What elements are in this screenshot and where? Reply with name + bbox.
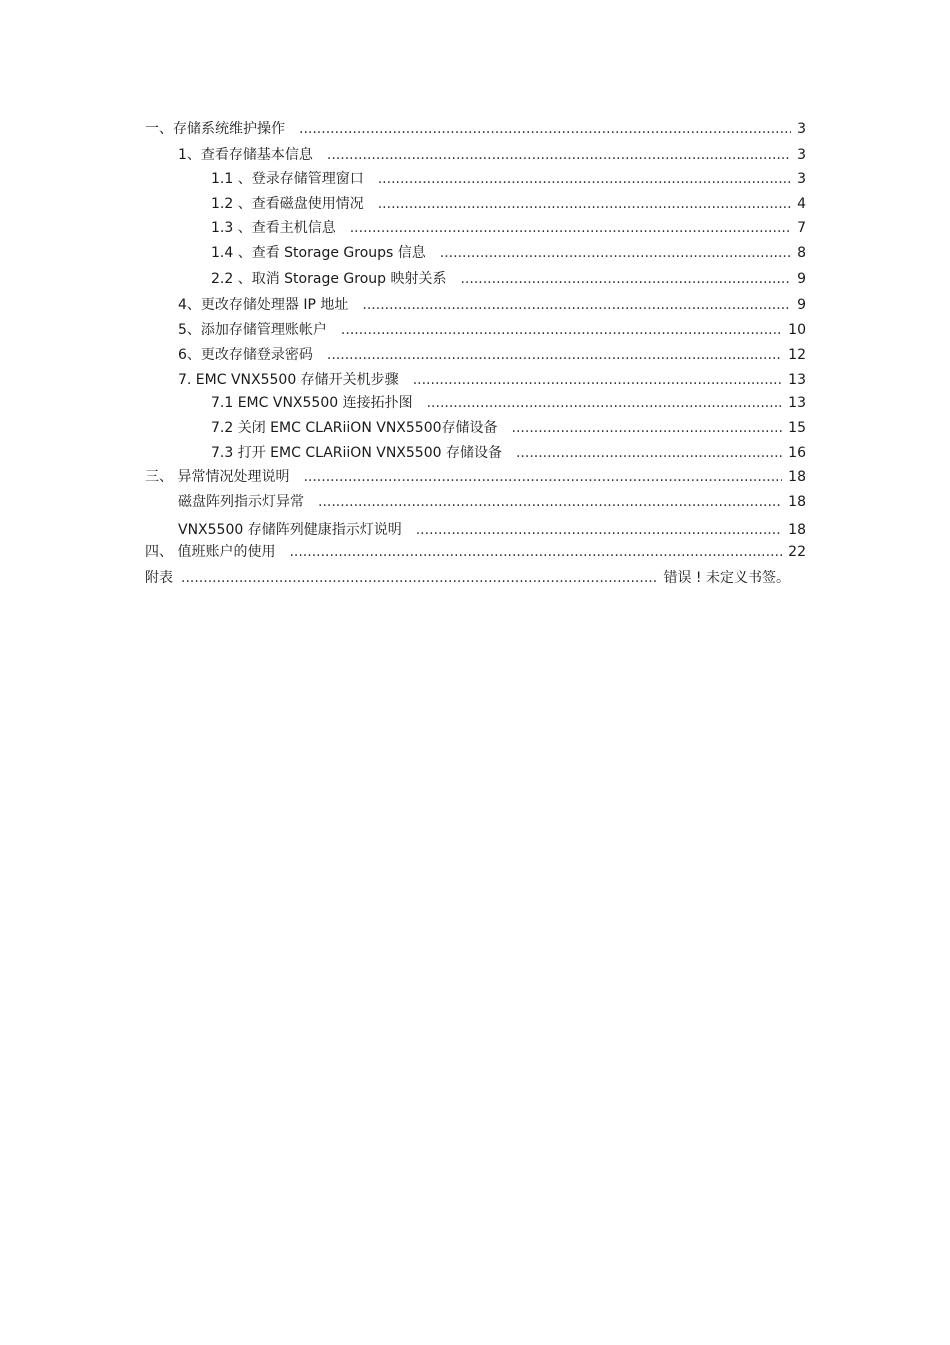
toc-entry-title: 7.3 打开 EMC CLARiiON VNX5500 存储设备	[211, 445, 502, 461]
toc-entry[interactable]	[211, 444, 806, 462]
leader-dots	[516, 444, 782, 462]
toc-entry[interactable]	[178, 321, 806, 339]
toc-entry[interactable]	[178, 296, 806, 314]
leader-dots	[350, 219, 791, 237]
toc-page-number: 8	[797, 245, 806, 261]
toc-entry[interactable]	[178, 521, 806, 539]
leader-dots	[289, 543, 782, 561]
toc-page-number: 16	[788, 445, 806, 461]
toc-page-number: 18	[788, 494, 806, 510]
leader-dots	[512, 419, 783, 437]
toc-entry[interactable]	[145, 468, 806, 486]
leader-dots	[413, 371, 782, 389]
toc-entry[interactable]	[211, 394, 806, 412]
toc-entry-title: 1.4 、查看 Storage Groups 信息	[211, 245, 426, 261]
toc-entry-title: 四、 值班账户的使用	[145, 544, 276, 560]
toc-page-number: 13	[788, 372, 806, 388]
toc-entry[interactable]	[178, 493, 806, 511]
leader-dots	[440, 244, 791, 262]
toc-page-number: 15	[788, 420, 806, 436]
toc-entry-title: 一、存储系统维护操作	[145, 121, 285, 137]
leader-dots	[362, 296, 791, 314]
toc-entry-title: 1.2 、查看磁盘使用情况	[211, 196, 364, 212]
toc-entry[interactable]	[211, 219, 806, 237]
toc-entry[interactable]	[145, 543, 806, 561]
leader-dots	[303, 468, 782, 486]
leader-dots	[327, 146, 791, 164]
toc-entry-title: 1、查看存储基本信息	[178, 147, 313, 163]
toc-entry[interactable]	[211, 195, 806, 213]
toc-entry-title: 三、 异常情况处理说明	[145, 469, 290, 485]
toc-page-number: 18	[788, 522, 806, 538]
toc-entry-title: 1.1 、登录存储管理窗口	[211, 171, 364, 187]
toc-entry[interactable]	[211, 244, 806, 262]
toc-page-number: 4	[797, 196, 806, 212]
toc-page-number: 13	[788, 395, 806, 411]
toc-page-number: 错误 ! 未定义书签。	[663, 570, 790, 586]
toc-entry[interactable]	[211, 270, 806, 288]
toc-page-number: 12	[788, 347, 806, 363]
leader-dots	[460, 270, 791, 288]
toc-page-number: 3	[797, 147, 806, 163]
leader-dots	[378, 195, 791, 213]
toc-entry[interactable]	[178, 371, 806, 389]
toc-entry[interactable]	[211, 170, 806, 188]
leader-dots	[416, 521, 782, 539]
toc-page-number: 3	[797, 171, 806, 187]
toc-entry[interactable]	[178, 346, 806, 364]
leader-dots	[341, 321, 782, 339]
leader-dots	[318, 493, 782, 511]
toc-entry-title: VNX5500 存储阵列健康指示灯说明	[178, 522, 402, 538]
leader-dots	[327, 346, 782, 364]
toc-entry-title: 7. EMC VNX5500 存储开关机步骤	[178, 372, 399, 388]
toc-page-number: 10	[788, 322, 806, 338]
toc-page-number: 7	[797, 220, 806, 236]
toc-page-number: 18	[788, 469, 806, 485]
leader-dots	[378, 170, 791, 188]
toc-entry-title: 7.2 关闭 EMC CLARiiON VNX5500存储设备	[211, 420, 498, 436]
toc-entry[interactable]	[211, 419, 806, 437]
toc-page-number: 22	[788, 544, 806, 560]
toc-page-number: 9	[797, 297, 806, 313]
leader-dots	[181, 569, 657, 587]
toc-entry-title: 磁盘阵列指示灯异常	[178, 494, 304, 510]
toc-entry[interactable]	[145, 120, 806, 138]
toc-page-number: 9	[797, 271, 806, 287]
toc-entry-title: 4、更改存储处理器 IP 地址	[178, 297, 349, 313]
toc-entry-title: 附表	[145, 570, 173, 586]
toc-entry[interactable]	[178, 146, 806, 164]
leader-dots	[427, 394, 783, 412]
toc-entry-title: 6、更改存储登录密码	[178, 347, 313, 363]
toc-entry-title: 7.1 EMC VNX5500 连接拓扑图	[211, 395, 413, 411]
leader-dots	[299, 120, 791, 138]
toc-entry-title: 1.3 、查看主机信息	[211, 220, 336, 236]
toc-entry-title: 5、添加存储管理账帐户	[178, 322, 327, 338]
toc-page-number: 3	[797, 121, 806, 137]
toc-entry[interactable]	[145, 569, 790, 587]
toc-entry-title: 2.2 、取消 Storage Group 映射关系	[211, 271, 447, 287]
